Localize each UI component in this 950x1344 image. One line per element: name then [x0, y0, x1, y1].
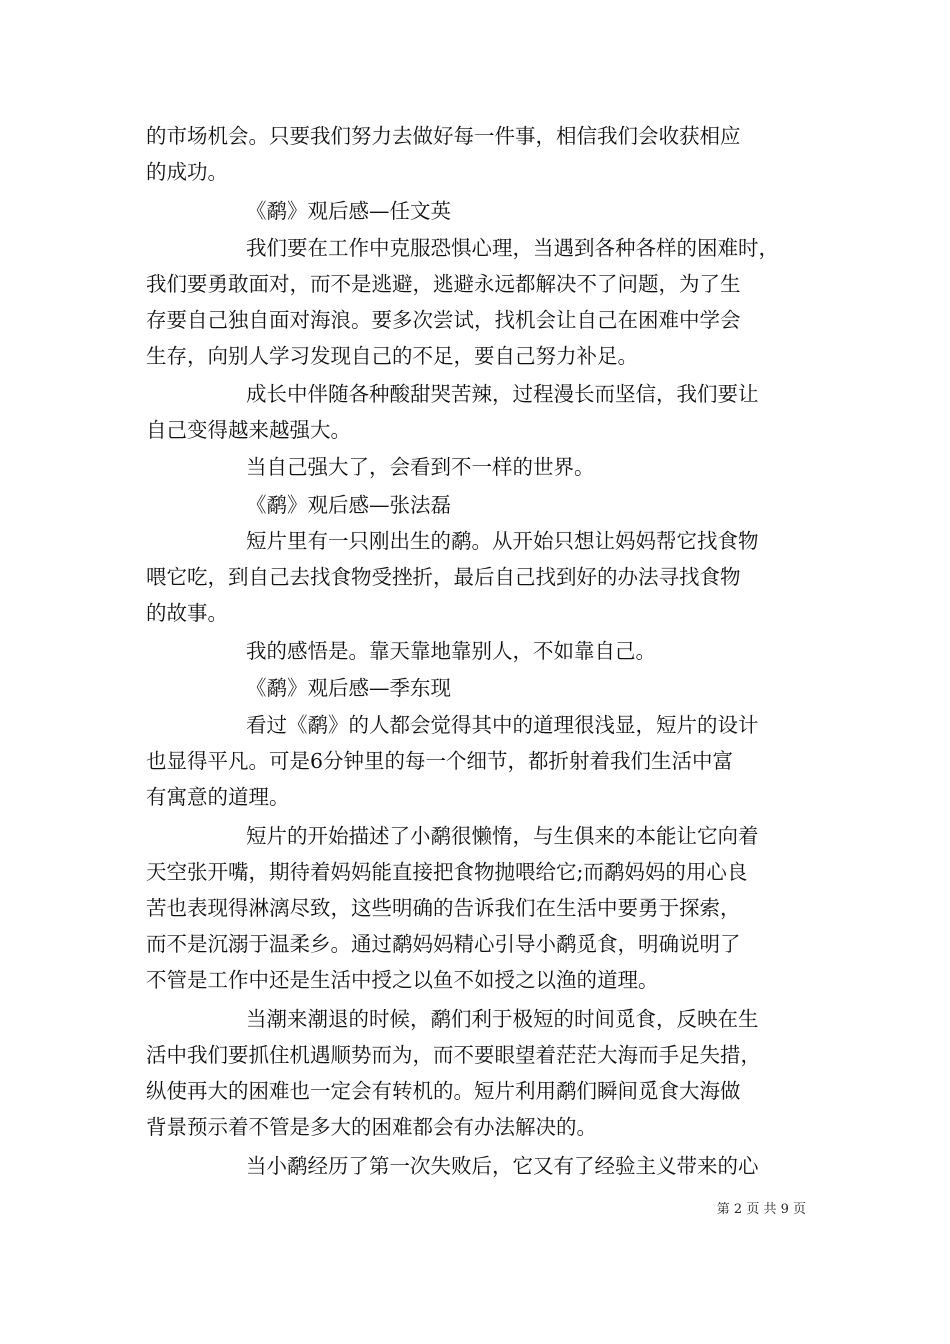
section-heading: 《鹬》观后感—任文英: [246, 199, 451, 223]
text-line: 我们要勇敢面对，而不是逃避，逃避永远都解决不了问题，为了生: [146, 272, 741, 296]
section-heading: 《鹬》观后感—张法磊: [246, 493, 451, 517]
text-line: 短片的开始描述了小鹬很懒惰，与生俱来的本能让它向着: [246, 824, 759, 848]
page-number: 第 2 页 共 9 页: [716, 1202, 806, 1217]
text-line: 有寓意的道理。: [146, 785, 290, 809]
text-line: 存要自己独自面对海浪。要多次尝试，找机会让自己在困难中学会: [146, 308, 741, 332]
text-line: 当小鹬经历了第一次失败后，它又有了经验主义带来的心: [246, 1154, 759, 1178]
text-line: 我的感悟是。靠天靠地靠别人，不如靠自己。: [246, 639, 656, 663]
text-line: 喂它吃，到自己去找食物受挫折，最后自己找到好的办法寻找食物: [146, 565, 741, 589]
text-line: 看过《鹬》的人都会觉得其中的道理很浅显，短片的设计: [246, 713, 759, 737]
text-line: 当潮来潮退的时候，鹬们利于极短的时间觅食，反映在生: [246, 1007, 759, 1031]
text-line: 纵使再大的困难也一定会有转机的。短片利用鹬们瞬间觅食大海做: [146, 1079, 741, 1103]
text-line: 的市场机会。只要我们努力去做好每一件事，相信我们会收获相应: [146, 124, 741, 148]
section-heading: 《鹬》观后感—季东现: [246, 676, 451, 700]
text-line: 活中我们要抓住机遇顺势而为，而不要眼望着茫茫大海而手足失措，: [146, 1043, 761, 1067]
text-line: 背景预示着不管是多大的困难都会有办法解决的。: [146, 1115, 597, 1139]
text-line: 我们要在工作中克服恐惧心理，当遇到各种各样的困难时，: [246, 236, 779, 260]
text-line: 成长中伴随各种酸甜哭苦辣，过程漫长而坚信，我们要让: [246, 382, 759, 406]
text-line: 也显得平凡。可是6分钟里的每一个细节，都折射着我们生活中富: [146, 749, 734, 773]
text-line: 短片里有一只刚出生的鹬。从开始只想让妈妈帮它找食物: [246, 529, 759, 553]
text-line: 不管是工作中还是生活中授之以鱼不如授之以渔的道理。: [146, 968, 659, 992]
text-line: 天空张开嘴，期待着妈妈能直接把食物抛喂给它;而鹬妈妈的用心良: [146, 860, 748, 884]
text-line: 的故事。: [146, 601, 228, 625]
text-line: 而不是沉溺于温柔乡。通过鹬妈妈精心引导小鹬觅食，明确说明了: [146, 932, 741, 956]
text-line: 苦也表现得淋漓尽致，这些明确的告诉我们在生活中要勇于探索，: [146, 896, 741, 920]
text-line: 的成功。: [146, 160, 228, 184]
text-line: 生存，向别人学习发现自己的不足，要自己努力补足。: [146, 344, 638, 368]
text-line: 自己变得越来越强大。: [146, 418, 351, 442]
text-line: 当自己强大了，会看到不一样的世界。: [246, 455, 595, 479]
